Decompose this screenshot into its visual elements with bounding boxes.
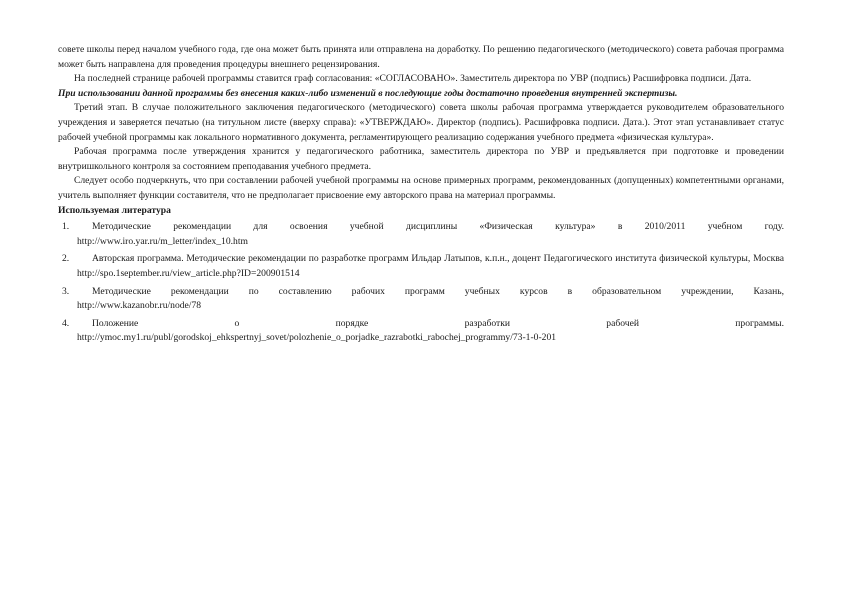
paragraph-approval-sheet: На последней странице рабочей программы ставится граф согласования: «СОГЛАСОВАНО». Заместитель директора по УВР (подпись) Расшифровка подписи. Дата.: [74, 73, 752, 85]
literature-item-number: 3.: [62, 285, 70, 297]
literature-item-title: Методические рекомендации по составлению рабочих программ учебных курсов в образовательном учреждении, Казань,: [92, 285, 784, 297]
paragraph-third-stage: Третий этап. В случае положительного заключения педагогического (методического) совета школы рабочая программа утверждается руководителем образовательного учреждения и заверяется печатью (на титульном листе (вверху справа): «УТВЕРЖДАЮ». Директор (подпись). Расшифровка подписи. Дата.). Этот этап устанавливает статус рабочей учебной программы как локального нормативного документа, регламентирующего реализацию содержания учебного предмета «физическая культура».: [58, 102, 784, 143]
paragraph-approval-council: совете школы перед началом учебного года, где она может быть принята или отправлена на доработку. По решению педагогического (методического) совета рабочая программа может быть направлена для проведения процедуры внешнего рецензирования.: [58, 44, 784, 70]
paragraph-internal-review-note: При использовании данной программы без внесения каких-либо изменений в последующие годы достаточно проведения внутренней экспертизы.: [58, 87, 678, 99]
literature-item: [58, 220, 784, 249]
literature-item: [58, 252, 784, 281]
literature-heading: Используемая литература: [58, 204, 171, 216]
literature-item-number: 1.: [62, 221, 70, 233]
literature-item-number: 2.: [62, 253, 70, 265]
paragraph-storage: Рабочая программа после утверждения хранится у педагогического работника, заместитель директора по УВР и предъявляется при подготовке и проведении внутришкольного контроля за состоянием преподавания учебного предмета.: [58, 146, 784, 172]
literature-item-link[interactable]: http://www.iro.yar.ru/m_letter/index_10.htm: [77, 235, 248, 247]
literature-item-title: Методические рекомендации для освоения учебной дисциплины «Физическая культура» в 2010/2011 учебном году.: [92, 221, 784, 233]
document-body: [58, 43, 784, 349]
paragraph-authorship-note: Следует особо подчеркнуть, что при составлении рабочей учебной программы на основе примерных программ, рекомендованных (допущенных) компетентными органами, учитель выполняет функции составителя, что не предполагает присвоение ему авторского права на материал программы.: [58, 175, 784, 201]
literature-item: [58, 317, 784, 346]
literature-item-number: 4.: [62, 317, 70, 329]
literature-item-link[interactable]: http://www.kazanobr.ru/node/78: [77, 300, 202, 312]
literature-list: [58, 220, 784, 346]
literature-item: [58, 285, 784, 314]
literature-item-text: [77, 220, 784, 235]
literature-item-title: Положение о порядке разработки рабочей программы.: [92, 317, 784, 329]
literature-item-link[interactable]: http://ymoc.my1.ru/publ/gorodskoj_ehkspertnyj_sovet/polozhenie_o_porjadke_razrabotki_rabochej_programmy/73-1-0-201: [77, 332, 557, 344]
literature-item-text: Авторская программа. Методические рекомендации по разработке программ Ильдар Латыпов, к.п.н., доцент Педагогического института физической культуры, Москва http://spo.1september.ru/view_article.php?ID=200901514: [77, 253, 784, 279]
literature-item-text: [77, 317, 784, 332]
literature-item-text: [77, 285, 784, 300]
